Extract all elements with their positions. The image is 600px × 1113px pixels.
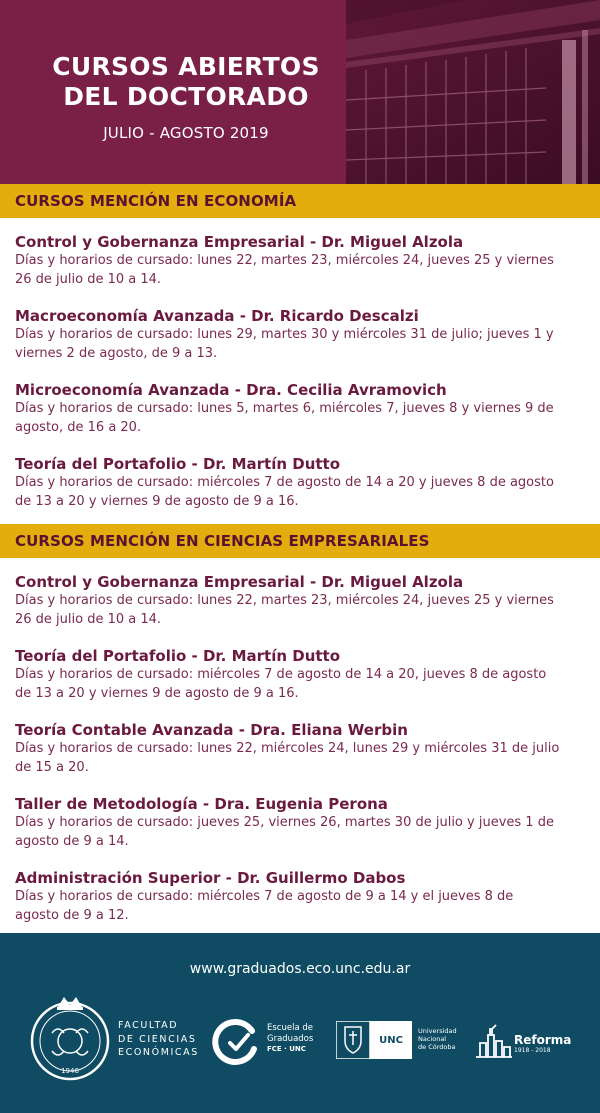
section-title: CURSOS MENCIÓN EN ECONOMÍA <box>15 192 297 210</box>
fce-text-line: DE CIENCIAS <box>118 1033 197 1045</box>
course-title: Control y Gobernanza Empresarial - Dr. Miguel Alzola <box>15 573 464 591</box>
title-line-2: DEL DOCTORADO <box>63 82 309 111</box>
course-schedule-line: Días y horarios de cursado: lunes 22, martes 23, miércoles 24, jueves 25 y viernes <box>15 253 554 268</box>
course-item <box>15 380 588 437</box>
course-schedule-line: Días y horarios de cursado: miércoles 7 de agosto de 14 a 20 y jueves 8 de agosto <box>15 475 554 490</box>
page-title <box>36 52 336 112</box>
course-schedule <box>15 814 588 851</box>
course-schedule <box>15 888 588 925</box>
course-item <box>15 454 588 511</box>
course-schedule <box>15 326 588 363</box>
course-item <box>15 868 588 925</box>
course-item <box>15 720 588 777</box>
escuela-text-line: Escuela de <box>267 1023 313 1033</box>
seal-year: 1946 <box>61 1067 79 1075</box>
course-schedule-line: viernes 2 de agosto, de 9 a 13. <box>15 345 218 361</box>
course-schedule-line: 26 de julio de 10 a 14. <box>15 611 162 627</box>
fce-seal-icon <box>30 993 114 1085</box>
footer <box>0 933 600 1113</box>
escuela-graduados-logo <box>212 1017 324 1067</box>
course-schedule <box>15 592 588 629</box>
course-schedule-line: Días y horarios de cursado: lunes 22, martes 23, miércoles 24, jueves 25 y viernes <box>15 593 554 608</box>
course-schedule-line: Días y horarios de cursado: lunes 29, martes 30 y miércoles 31 de julio; jueves 1 y <box>15 327 554 342</box>
escuela-text-line: Graduados <box>267 1033 314 1044</box>
section-header-empresariales <box>0 524 600 558</box>
course-schedule <box>15 666 588 703</box>
course-item <box>15 232 588 289</box>
course-schedule-line: agosto de 9 a 12. <box>15 907 129 923</box>
course-schedule <box>15 474 588 511</box>
fce-text-line: ECONÓMICAS <box>118 1047 199 1058</box>
escuela-wordmark <box>267 1023 313 1055</box>
course-schedule-line: 26 de julio de 10 a 14. <box>15 271 162 287</box>
website-link[interactable]: www.graduados.eco.unc.edu.ar <box>189 961 411 977</box>
unc-badge <box>370 1021 412 1059</box>
date-subtitle: JULIO - AGOSTO 2019 <box>103 124 269 142</box>
course-item <box>15 646 588 703</box>
course-title: Administración Superior - Dr. Guillermo Dabos <box>15 869 406 887</box>
course-schedule-line: de 15 a 20. <box>15 759 89 775</box>
course-list-economia <box>0 218 600 511</box>
course-schedule-line: Días y horarios de cursado: miércoles 7 de agosto de 14 a 20, jueves 8 de agosto <box>15 667 547 682</box>
course-title: Taller de Metodología - Dra. Eugenia Perona <box>15 795 388 813</box>
unc-logo <box>336 1021 466 1061</box>
reforma-wordmark <box>514 1033 571 1055</box>
course-title: Microeconomía Avanzada - Dra. Cecilia Avramovich <box>15 381 447 399</box>
course-schedule-line: Días y horarios de cursado: lunes 22, miércoles 24, lunes 29 y miércoles 31 de julio <box>15 741 560 756</box>
building-photo <box>346 0 600 184</box>
course-title: Teoría del Portafolio - Dr. Martín Dutto <box>15 647 341 665</box>
fce-text-line: FACULTAD <box>118 1020 179 1031</box>
fce-wordmark <box>118 1019 199 1060</box>
course-schedule <box>15 400 588 437</box>
unc-badge-text: UNC <box>379 1034 403 1046</box>
course-schedule-line: Días y horarios de cursado: jueves 25, viernes 26, martes 30 de julio y jueves 1 de <box>15 815 554 830</box>
course-title: Macroeconomía Avanzada - Dr. Ricardo Descalzi <box>15 307 419 325</box>
escuela-text-line: FCE · UNC <box>267 1045 306 1053</box>
section-title: CURSOS MENCIÓN EN CIENCIAS EMPRESARIALES <box>15 532 430 550</box>
course-schedule <box>15 740 588 777</box>
course-item <box>15 306 588 363</box>
course-title: Control y Gobernanza Empresarial - Dr. Miguel Alzola <box>15 233 464 251</box>
reforma-logo <box>474 1023 574 1063</box>
fce-logo <box>30 993 200 1085</box>
header-banner <box>0 0 600 184</box>
course-schedule-line: agosto, de 16 a 20. <box>15 419 142 435</box>
course-item <box>15 794 588 851</box>
reforma-name: Reforma <box>514 1033 572 1047</box>
course-item <box>15 572 588 629</box>
course-schedule-line: Días y horarios de cursado: miércoles 7 de agosto de 9 a 14 y el jueves 8 de <box>15 889 514 904</box>
unc-text-line: Universidad <box>418 1027 457 1035</box>
section-header-economia <box>0 184 600 218</box>
course-schedule <box>15 252 588 289</box>
course-title: Teoría del Portafolio - Dr. Martín Dutto <box>15 455 341 473</box>
course-list-empresariales <box>0 558 600 925</box>
course-schedule-line: agosto de 9 a 14. <box>15 833 129 849</box>
course-title: Teoría Contable Avanzada - Dra. Eliana Werbin <box>15 721 408 739</box>
unc-shield-icon <box>336 1021 370 1059</box>
unc-wordmark <box>418 1027 457 1051</box>
unc-text-line: de Córdoba <box>418 1043 456 1051</box>
course-schedule-line: Días y horarios de cursado: lunes 5, martes 6, miércoles 7, jueves 8 y viernes 9 de <box>15 401 554 416</box>
course-schedule-line: de 13 a 20 y viernes 9 de agosto de 9 a 16. <box>15 685 299 701</box>
reforma-building-icon <box>474 1023 514 1059</box>
course-schedule-line: de 13 a 20 y viernes 9 de agosto de 9 a 16. <box>15 493 299 509</box>
reforma-years: 1918 - 2018 <box>514 1047 551 1054</box>
unc-text-line: Nacional <box>418 1035 447 1043</box>
title-line-1: CURSOS ABIERTOS <box>52 52 320 81</box>
escuela-graduados-icon <box>212 1017 260 1065</box>
